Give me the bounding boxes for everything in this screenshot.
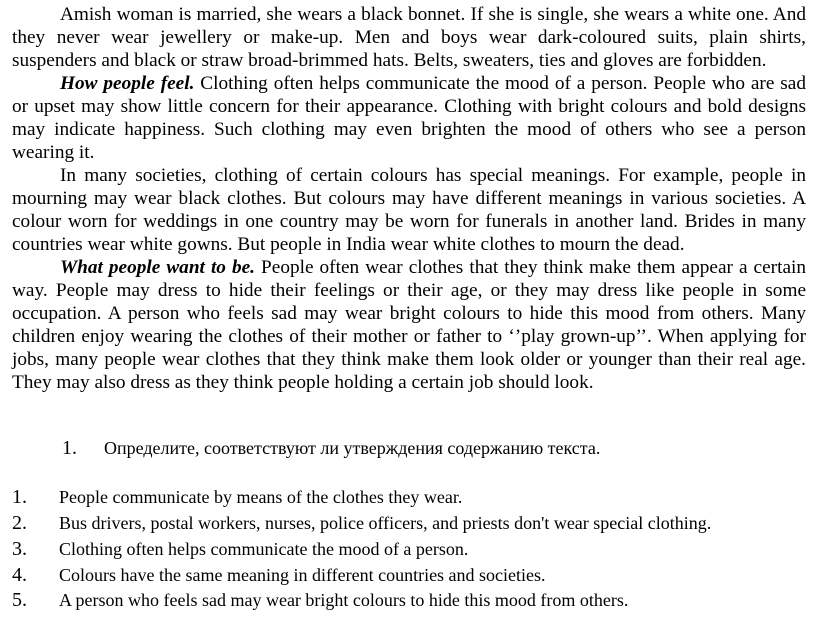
paragraph-text: Amish woman is married, she wears a black bonnet. If she is single, she wears a white one. And they never wear jewellery or make-up. Men and boys wear dark-coloured suits, plain shirts, suspenders and black or straw broad-brimmed hats. Belts, sweaters, ties and gloves are forbidden. bbox=[12, 4, 806, 71]
item-number: 1. bbox=[12, 486, 27, 508]
item-text: Colours have the same meaning in different countries and societies. bbox=[59, 565, 546, 585]
item-text: Clothing often helps communicate the mood of a person. bbox=[59, 539, 469, 559]
item-text: Bus drivers, postal workers, nurses, police officers, and priests don't wear special clothing. bbox=[59, 513, 712, 533]
item-text: People communicate by means of the clothes they wear. bbox=[59, 487, 463, 507]
paragraph-amish bbox=[12, 3, 806, 72]
item-number: 5. bbox=[12, 589, 27, 611]
item-number: 4. bbox=[12, 564, 27, 586]
item-number: 2. bbox=[12, 512, 27, 534]
section-heading: How people feel. bbox=[60, 73, 195, 94]
task-number: 1. bbox=[62, 437, 77, 459]
list-item bbox=[12, 588, 806, 612]
paragraph-how-people-feel bbox=[12, 72, 806, 164]
paragraph-colours bbox=[12, 164, 806, 256]
statement-list bbox=[12, 485, 806, 612]
paragraph-text: People often wear clothes that they think make them appear a certain way. People may dress to hide their feelings or their age, or they may dress like people in some occupation. A person who feels sad may wear bright colours to hide this mood from others. Many children enjoy wearing the clothes of their mother or father to ‘’play grown-up’’. When applying for jobs, many people wear clothes that they think make them look older or younger than their real age. They may also dress as they think people holding a certain job should look. bbox=[12, 257, 807, 393]
item-text: A person who feels sad may wear bright colours to hide this mood from others. bbox=[59, 590, 629, 610]
paragraph-what-people-want bbox=[12, 256, 806, 394]
section-heading: What people want to be. bbox=[60, 257, 255, 278]
paragraph-text: In many societies, clothing of certain colours has special meanings. For example, people in mourning may wear black clothes. But colours may have different meanings in various societies. A colour worn for weddings in one country may be worn for funerals in another land. Brides in many countries wear white gowns. But people in India wear white clothes to mourn the dead. bbox=[12, 165, 806, 255]
list-item bbox=[12, 563, 806, 587]
paragraph-text: Clothing often helps communicate the mood of a person. People who are sad or upset may show little concern for their appearance. Clothing with bright colours and bold designs may indicate happiness. Such clothing may even brighten the mood of others who see a person wearing it. bbox=[12, 73, 806, 163]
list-item bbox=[12, 537, 806, 561]
reading-text bbox=[12, 0, 806, 394]
list-item bbox=[12, 511, 806, 535]
task-instruction bbox=[62, 436, 600, 460]
task-text: Определите, соответствуют ли утверждения содержанию текста. bbox=[104, 438, 601, 458]
item-number: 3. bbox=[12, 538, 27, 560]
list-item bbox=[12, 485, 806, 509]
